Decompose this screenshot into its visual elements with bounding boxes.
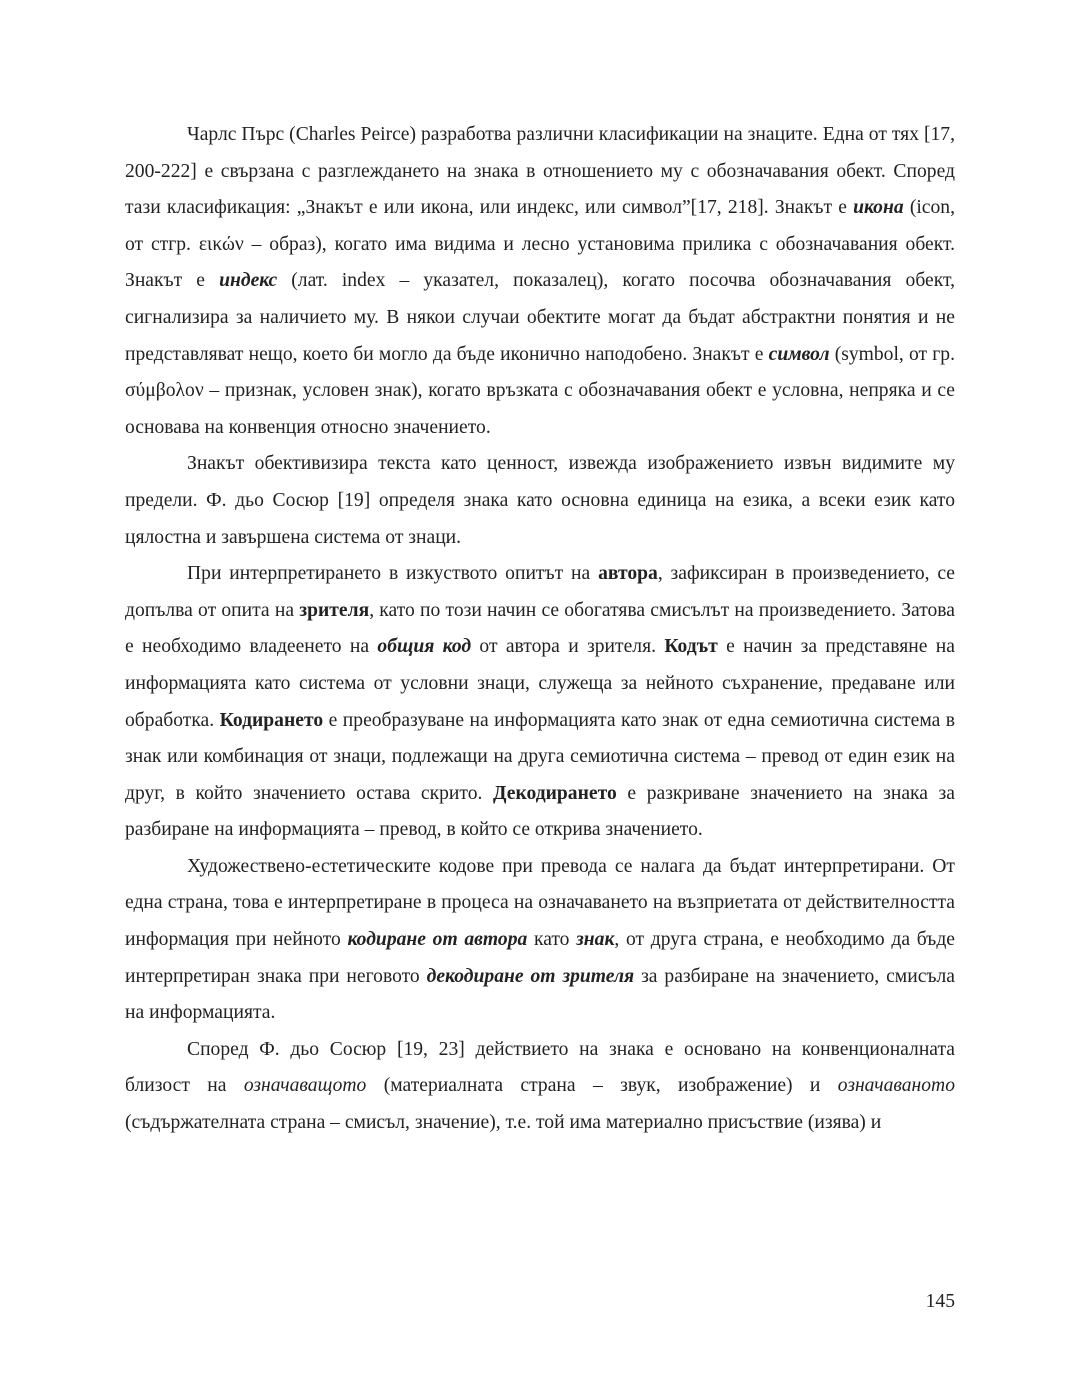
emphasis-term: автора — [598, 563, 658, 585]
paragraph-sign-objectifies — [125, 446, 955, 556]
emphasis-term: означаващото — [243, 1075, 367, 1097]
emphasis-term: общия код — [377, 636, 472, 658]
emphasis-term: Декодирането — [493, 782, 617, 804]
text-run: , от друга страна, е необходимо да бъде интерпретиран знака при неговото — [125, 929, 955, 987]
text-run: Според Ф. дьо Сосюр [19, 23] действието на знака е основано на конвенционалната близост на — [125, 1038, 955, 1097]
paragraph-artistic-codes — [125, 849, 955, 1032]
page-body — [125, 117, 955, 1142]
text-run: Чарлс Пърс (Charles Peirce) разработва различни класификации на знаците. Една от тях [17, 200-222] е свързана с разглеждането на знака в отношението му с обозначавания обект. Според тази класификация: „Знакът е или икона, или индекс, или символ”[17, 218]. Знакът е — [125, 124, 955, 219]
text-run: е начин за представяне на информацията като система от условни знаци, служеща за нейното съхранение, предаване или обработка. — [125, 636, 955, 731]
emphasis-term: декодиране от зрителя — [426, 965, 635, 987]
text-run: При интерпретирането в изкуството опитът на — [187, 563, 599, 585]
text-run: , зафиксиран в произведението, се допълва от опита на — [125, 563, 955, 621]
page-number: 145 — [925, 1291, 955, 1312]
text-run: (материалната страна – звук, изображение) и — [366, 1075, 838, 1097]
emphasis-term: кодиране от автора — [347, 929, 528, 951]
text-run: Знакът обективизира текста като ценност, извежда изображението извън видимите му предели. Ф. дьо Сосюр [19] определя знака като основна единица на езика, а всеки език като цялостна и завършена система от знаци. — [125, 453, 955, 548]
emphasis-term: означаваното — [837, 1075, 955, 1097]
text-run: (icon, от стгр. εικών – образ), когато има видима и лесно установима прилика с обозначавания обект. Знакът е — [125, 197, 955, 292]
text-run: (лат. index – указател, показалец), когато посочва обозначавания обект, сигнализира за наличието му. В някои случаи обектите могат да бъдат абстрактни понятия и не представляват нещо, което би могло да бъде иконично наподобено. Знакът е — [125, 270, 955, 365]
emphasis-term: индекс — [219, 270, 278, 292]
text-run: Художествено-естетическите кодове при превода се налага да бъдат интерпретирани. От една страна, това е интерпретиране в процеса на означаването на възприетата от действителността информация при нейното — [125, 855, 955, 951]
emphasis-term: Кодирането — [219, 709, 324, 731]
emphasis-term: икона — [853, 197, 904, 219]
text-run: (съдържателната страна – смисъл, значение), т.е. той има материално присъствие (изява) и — [125, 1112, 882, 1134]
text-run: от автора и зрителя. — [471, 636, 665, 658]
text-run: (symbol, от гр. σύμβολον – признак, условен знак), когато връзката с обозначавания обект е условна, непряка и се основава на конвенция относно значението. — [125, 343, 955, 438]
paragraph-peirce-classification — [125, 117, 955, 446]
text-run: е преобразуване на информацията като знак от една семиотична система в знак или комбинация от знаци, подлежащи на друга семиотична система – превод от един език на друг, в който значението остава скрито. — [125, 709, 956, 804]
text-run: , като по този начин се обогатява смисълът на произведението. Затова е необходимо владеенето на — [125, 599, 955, 658]
text-run: за разбиране на значението, смисъла на информацията. — [125, 965, 955, 1024]
emphasis-term: зрителя — [299, 599, 370, 621]
text-run: е разкриване значението на знака за разбиране на информацията – превод, в който се открива значението. — [125, 782, 955, 841]
emphasis-term: Кодът — [664, 636, 718, 658]
paragraph-interpretation-code — [125, 556, 955, 849]
emphasis-term: символ — [768, 343, 830, 365]
text-run: като — [527, 929, 577, 951]
emphasis-term: знак — [576, 929, 615, 951]
paragraph-saussure-signifier — [125, 1032, 955, 1142]
